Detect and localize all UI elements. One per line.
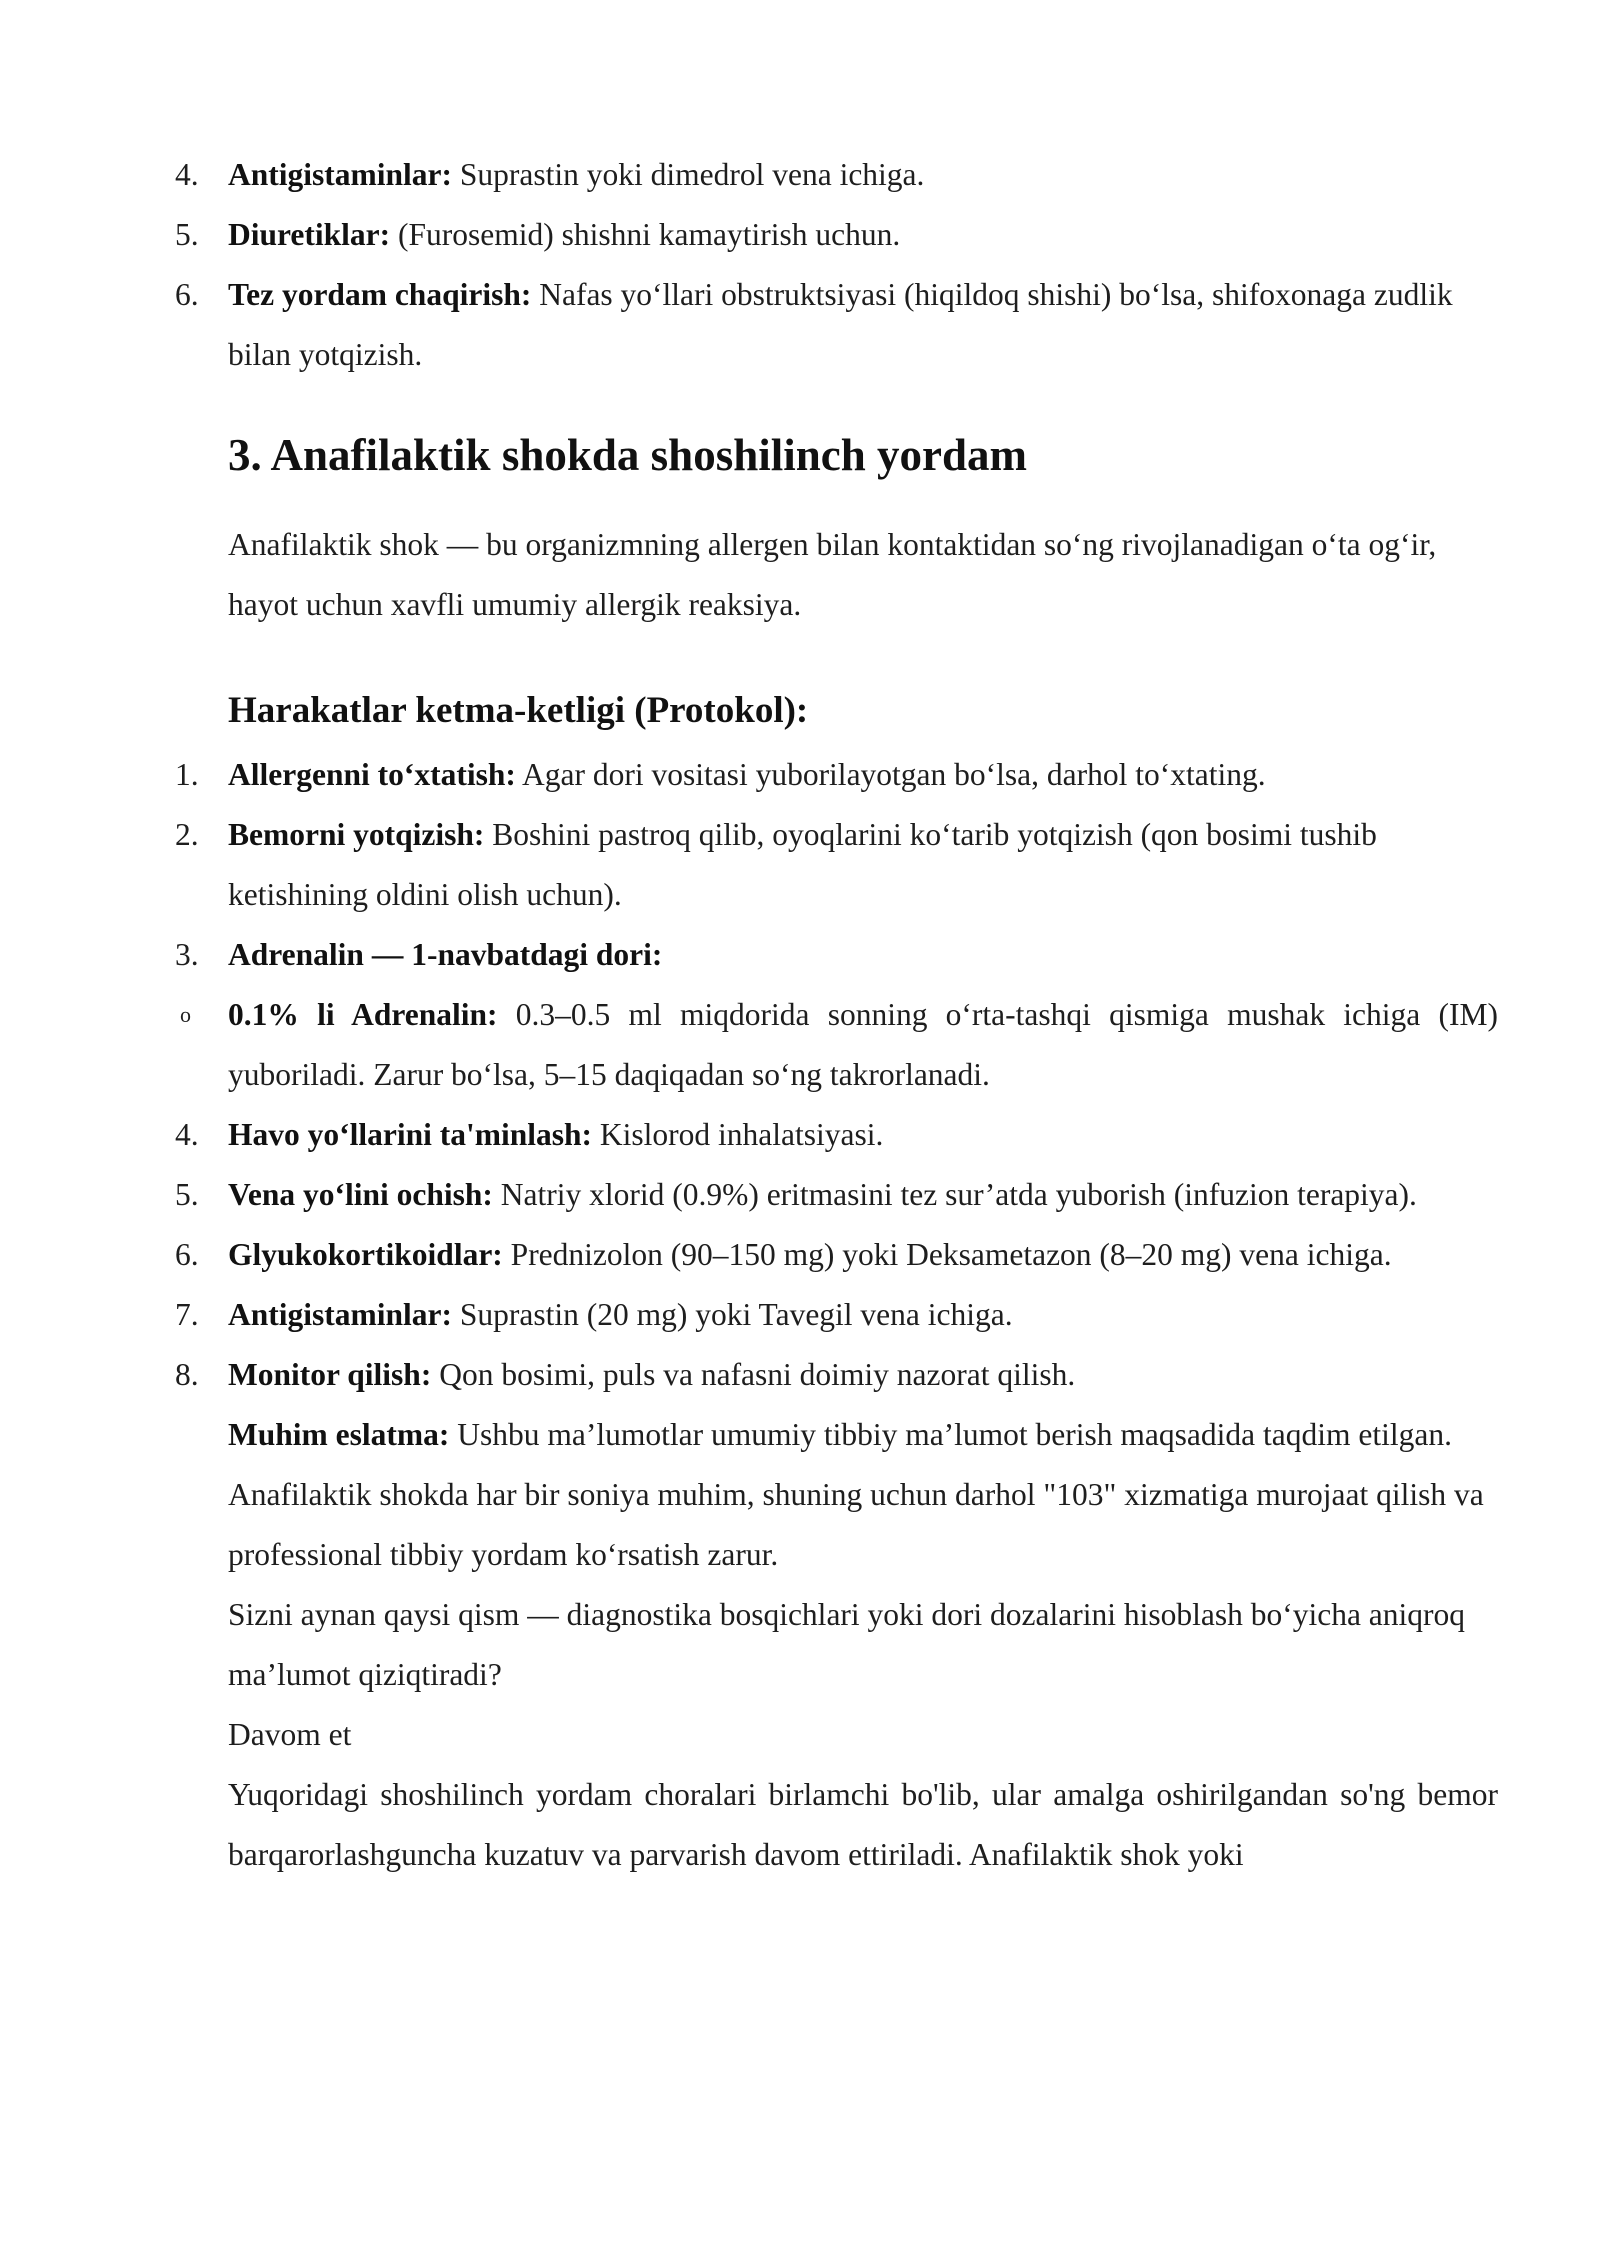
list-item-diuretics xyxy=(175,205,1498,265)
list-item-title: Adrenalin — 1-navbatdagi dori: xyxy=(228,937,663,972)
question-paragraph: Sizni aynan qaysi qism — diagnostika bosqichlari yoki dori dozalarini hisoblash bo‘yicha aniqroq ma’lumot qiziqtiradi? xyxy=(228,1597,1466,1692)
list-item-text: 0.3–0.5 ml miqdorida sonning o‘rta-tashqi qismiga mushak ichiga (IM) yuboriladi. Zarur bo‘lsa, 5–15 daqiqadan so‘ng takrorlanadi. xyxy=(228,997,1498,1092)
list-item-title: Monitor qilish: xyxy=(228,1357,432,1392)
protocol-subitem-adrenaline-dose xyxy=(180,985,1498,1105)
protocol-item-stop-allergen xyxy=(175,745,1498,805)
list-number: 3. xyxy=(175,937,199,972)
important-note xyxy=(228,1405,1498,1585)
protocol-item-antihistamines xyxy=(175,1285,1498,1345)
list-number: 1. xyxy=(175,757,199,792)
continue-text: Davom et xyxy=(228,1717,352,1752)
list-item-text: Suprastin (20 mg) yoki Tavegil vena ichiga. xyxy=(452,1297,1013,1332)
protocol-item-iv-access xyxy=(175,1165,1498,1225)
protocol-heading: Harakatlar ketma-ketligi (Protokol): xyxy=(228,690,809,731)
list-number: 8. xyxy=(175,1357,199,1392)
list-item-text: Agar dori vositasi yuborilayotgan bo‘lsa, darhol to‘xtating. xyxy=(515,757,1266,792)
final-paragraph: Yuqoridagi shoshilinch yordam choralari birlamchi bo'lib, ular amalga oshirilgandan so'ng bemor barqarorlashguncha kuzatuv va parvarish davom ettiriladi. Anafilaktik shok yoki xyxy=(228,1777,1498,1872)
list-item-text: Kislorod inhalatsiyasi. xyxy=(592,1117,884,1152)
list-item-text: Prednizolon (90–150 mg) yoki Deksametazon (8–20 mg) vena ichiga. xyxy=(502,1237,1392,1272)
list-item-text: Nafas yo‘llari obstruktsiyasi (hiqildoq shishi) bo‘lsa, shifoxonaga zudlik bilan yotqizish. xyxy=(228,277,1453,372)
list-item-title: 0.1% li Adrenalin: xyxy=(228,997,498,1032)
protocol-item-monitoring xyxy=(175,1345,1498,1405)
list-item-title: Havo yo‘llarini ta'minlash: xyxy=(228,1117,593,1152)
list-number: 6. xyxy=(175,1237,199,1272)
list-item-title: Glyukokortikoidlar: xyxy=(228,1237,503,1272)
list-item-text: Natriy xlorid (0.9%) eritmasini tez sur’atda yuborish (infuzion terapiya). xyxy=(492,1177,1417,1212)
protocol-item-airway xyxy=(175,1105,1498,1165)
document-content xyxy=(175,0,1498,1885)
list-number: 5. xyxy=(175,1177,199,1212)
list-number: 5. xyxy=(175,217,199,252)
list-item-title: Allergenni to‘xtatish: xyxy=(228,757,516,792)
list-item-text: Qon bosimi, puls va nafasni doimiy nazorat qilish. xyxy=(431,1357,1076,1392)
protocol-item-adrenaline xyxy=(175,925,1498,985)
list-item-title: Bemorni yotqizish: xyxy=(228,817,485,852)
list-number: 2. xyxy=(175,817,199,852)
list-item-text: (Furosemid) shishni kamaytirish uchun. xyxy=(390,217,901,252)
note-text: Ushbu ma’lumotlar umumiy tibbiy ma’lumot berish maqsadida taqdim etilgan. Anafilaktik shokda har bir soniya muhim, shuning uchun darhol "103" xizmatiga murojaat qilish va professional tibbiy yordam ko‘rsatish zarur. xyxy=(228,1417,1484,1572)
section-heading: 3. Anafilaktik shokda shoshilinch yordam xyxy=(228,430,1028,480)
list-item-antihistamines xyxy=(175,145,1498,205)
protocol-item-position-patient xyxy=(175,805,1498,925)
list-number: 4. xyxy=(175,1117,199,1152)
note-title: Muhim eslatma: xyxy=(228,1417,450,1452)
list-number: 6. xyxy=(175,277,199,312)
section-intro: Anafilaktik shok — bu organizmning allergen bilan kontaktidan so‘ng rivojlanadigan o‘ta og‘ir, hayot uchun xavfli umumiy allergik reaksiya. xyxy=(228,527,1437,622)
list-item-title: Tez yordam chaqirish: xyxy=(228,277,532,312)
protocol-item-glucocorticoids xyxy=(175,1225,1498,1285)
list-item-title: Vena yo‘lini ochish: xyxy=(228,1177,493,1212)
list-item-title: Diuretiklar: xyxy=(228,217,391,252)
list-item-title: Antigistaminlar: xyxy=(228,157,452,192)
list-number: 4. xyxy=(175,157,199,192)
bullet-marker: o xyxy=(180,1002,191,1027)
list-item-title: Antigistaminlar: xyxy=(228,1297,452,1332)
list-item-text: Suprastin yoki dimedrol vena ichiga. xyxy=(452,157,925,192)
list-item-text: Boshini pastroq qilib, oyoqlarini ko‘tarib yotqizish (qon bosimi tushib ketishining oldini olish uchun). xyxy=(228,817,1377,912)
list-number: 7. xyxy=(175,1297,199,1332)
list-item-emergency-call xyxy=(175,265,1498,385)
